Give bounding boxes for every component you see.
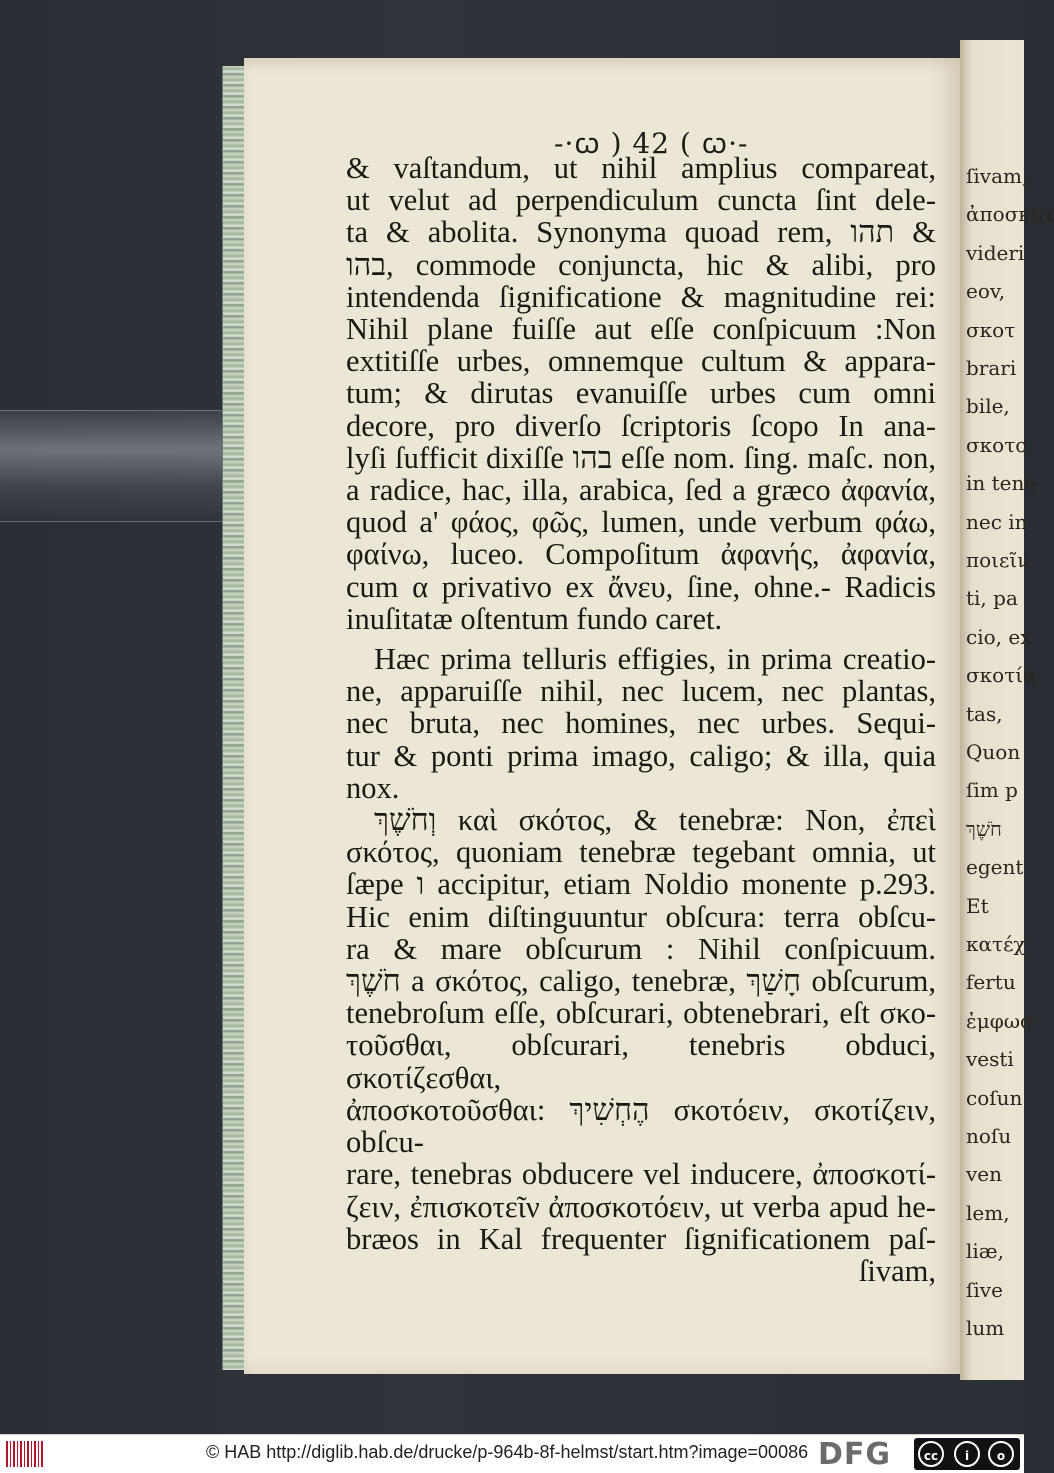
text-line: ſivam, — [858, 1253, 936, 1288]
text-line: ζειν, ἐπισκοτεῖν ἀποσκοτόειν, ut verba apud he- — [346, 1189, 936, 1224]
facing-page-text: liæ, — [966, 1239, 1004, 1264]
text-line: ἀποσκοτοῦσθαι: הֶחְשִׁיךְ σκοτόειν, σκοτίζειν, obſcu- — [346, 1092, 936, 1160]
text-line: בהו, commode conjuncta, hic & alibi, pro — [346, 247, 936, 282]
facing-page-text: ſim p — [966, 778, 1018, 803]
text-line: ut velut ad perpendiculum cuncta ſint dele- — [346, 183, 936, 218]
text-line: ſæpe ו accipitur, etiam Noldio monente p.293. — [346, 867, 936, 902]
text-line: וְחֹשֶׁךְ καὶ σκότος, & tenebræ: Non, ἐπεὶ — [374, 803, 936, 838]
cc-license-badge[interactable] — [914, 1438, 1020, 1470]
facing-page-text: ἀποσκοτ — [966, 202, 1054, 227]
text-line: extitiſſe urbes, omnemque cultum & appara- — [346, 344, 936, 379]
text-line: τοῦσθαι, obſcurari, tenebris obduci, σκοτίζεσθαι, — [346, 1028, 936, 1095]
facing-page-text: σκοτία — [966, 663, 1037, 688]
text-line: rare, tenebras obducere vel inducere, ἀποσκοτί- — [346, 1157, 936, 1192]
page-body-text — [346, 152, 936, 1287]
facing-page-text: brari — [966, 356, 1017, 380]
cc-icon: cc — [918, 1441, 944, 1467]
sa-icon: o — [988, 1441, 1014, 1467]
text-line: lyſi ſufficit dixiſſe בהו eſſe nom. ſing. maſc. non, — [346, 440, 936, 475]
text-line: tenebroſum eſſe, obſcurari, obtenebrari, eſt σκο- — [346, 996, 936, 1031]
facing-page-text: Quon — [966, 740, 1021, 764]
facing-page-text: σκοτο — [966, 432, 1028, 457]
facing-page-text: σκοτ — [966, 317, 1016, 342]
facing-page-text: noſu — [966, 1124, 1012, 1148]
facing-page-text: fertu — [966, 970, 1016, 995]
facing-page-text: ven — [966, 1162, 1003, 1187]
hab-barcode-icon[interactable] — [6, 1441, 44, 1467]
by-icon: i — [954, 1441, 980, 1467]
facing-page-text: cio, ex — [966, 624, 1032, 649]
facing-page-text: vesti — [966, 1047, 1014, 1072]
facing-page-text: nec in — [966, 509, 1028, 534]
facing-page-text: ti, pa — [966, 586, 1018, 611]
facing-page-text: ποιεῖν — [966, 548, 1030, 572]
text-line: ne, apparuiſſe nihil, nec lucem, nec plantas, — [346, 674, 936, 709]
facing-page-text: חֹשֶׁךְ — [966, 816, 1002, 841]
copyright-link[interactable]: © HAB http://diglib.hab.de/drucke/p-964b-8f-helmst/start.htm?image=00086 — [206, 1442, 809, 1462]
text-line: φαίνω, luceo. Compoſitum ἀφανής, ἀφανία, — [346, 537, 936, 572]
facing-page-text: coſun — [966, 1085, 1023, 1110]
text-line: cum α privativo ex ἄνευ, ſine, ohne.- Radicis — [346, 569, 936, 604]
text-line: intendenda ſignificatione & magnitudine rei: — [346, 279, 936, 314]
facing-page-text: lum — [966, 1316, 1005, 1340]
text-line: inuſitatæ oſtentum fundo caret. — [346, 601, 723, 636]
facing-page-text: bile, — [966, 394, 1010, 419]
dfg-logo[interactable]: DFG — [818, 1437, 892, 1472]
facing-page-text: ſivam, — [966, 164, 1029, 188]
text-line: חֹשֶׁךְ a σκότος, caligo, tenebræ, חָשַׁךְ obſcurum, — [346, 964, 936, 999]
text-line: & vaſtandum, ut nihil amplius compareat, — [346, 151, 936, 185]
text-line: decore, pro diverſo ſcriptoris ſcopo In ana- — [346, 408, 936, 443]
facing-page-text: lem, — [966, 1200, 1010, 1225]
text-line: nec bruta, nec homines, nec urbes. Sequi- — [346, 706, 936, 741]
facing-page-text: in tene — [966, 471, 1037, 496]
text-line: a radice, hac, illa, arabica, ſed a græco ἀφανία, — [346, 473, 936, 508]
facing-page-text: tas, — [966, 701, 1003, 726]
facing-page-text: κατέχ — [966, 932, 1026, 956]
facing-page-text: Et — [966, 893, 989, 918]
text-line: tum; & dirutas evanuiſſe urbes cum omni — [346, 376, 936, 411]
text-line: σκότος, quoniam tenebræ tegebant omnia, ut — [346, 835, 936, 870]
text-line: ra & mare obſcurum : Nihil conſpicuum. — [346, 931, 936, 966]
footer-bar — [0, 1434, 1024, 1473]
facing-page-fragment — [960, 40, 1054, 1380]
book-holder-clip — [0, 410, 250, 522]
text-line: ta & abolita. Synonyma quoad rem, תהו & — [346, 215, 936, 250]
text-line: tur & ponti prima imago, caligo; & illa, quia nox. — [346, 738, 936, 805]
facing-page-text: ἐμφωσ — [966, 1008, 1034, 1033]
text-line: Hic enim diſtinguuntur obſcura: terra obſcu- — [346, 899, 936, 934]
text-line: Hæc prima telluris effigies, in prima creatio- — [374, 642, 936, 677]
text-line: quod a' φάος, φῶς, lumen, unde verbum φάω, — [346, 505, 936, 540]
facing-page-text: eov, — [966, 279, 1006, 304]
facing-page-text: egent — [966, 855, 1024, 880]
text-line: bræos in Kal frequenter ſignificationem paſ- — [346, 1221, 936, 1256]
facing-page-text: videri — [966, 240, 1025, 265]
text-line: Nihil plane fuiſſe aut eſſe conſpicuum :Non — [346, 312, 936, 347]
page-number-header: -·ꞷ ) 42 ( ꞷ·- — [554, 127, 749, 160]
facing-page-text: ſive — [966, 1277, 1003, 1302]
